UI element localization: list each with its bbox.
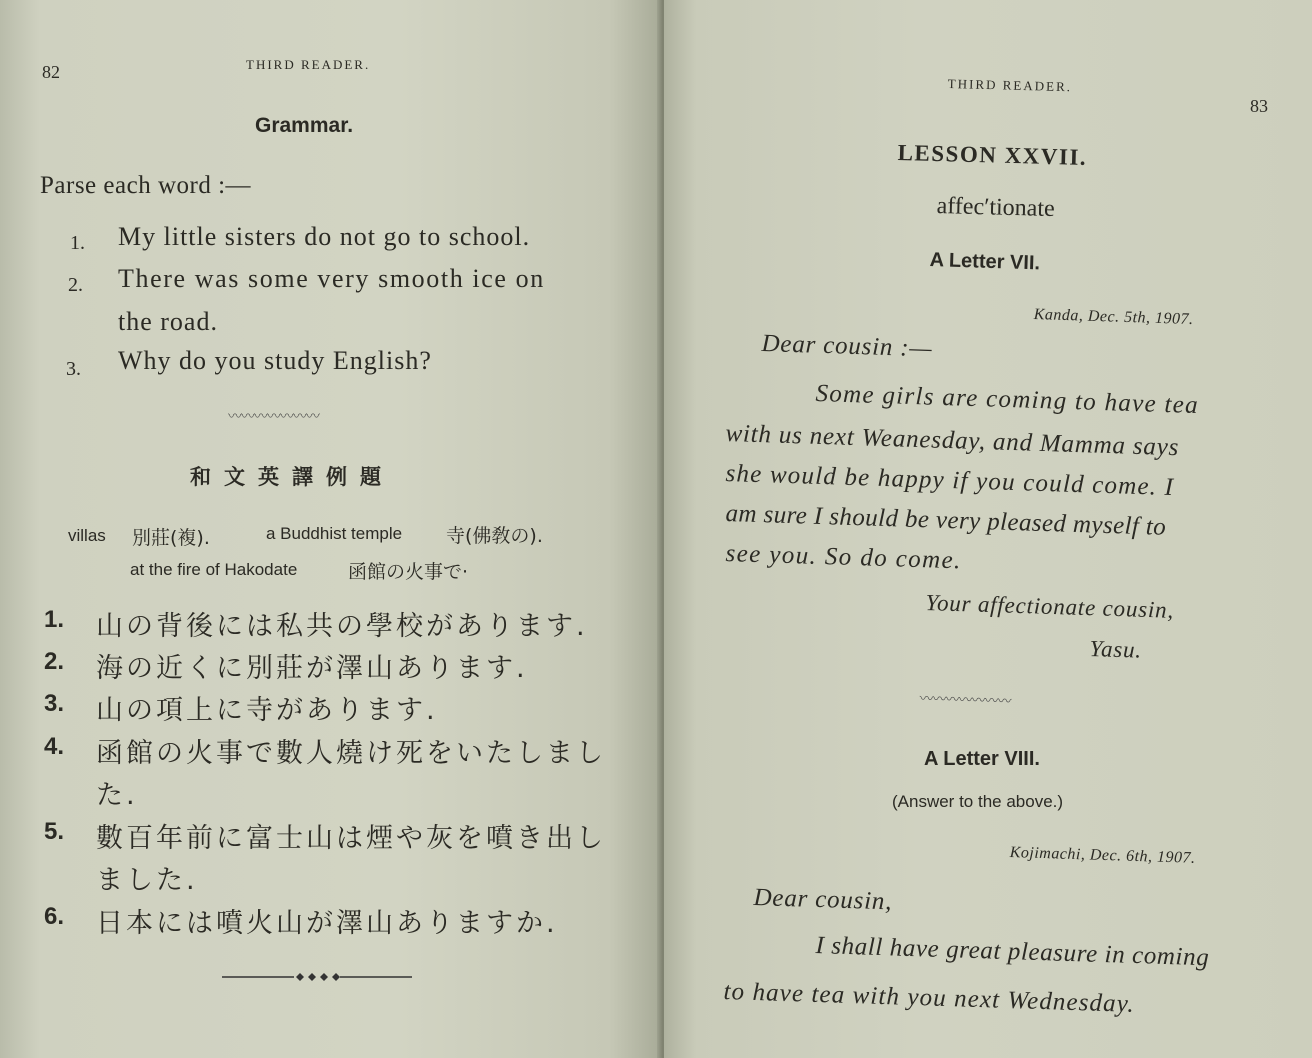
japanese-sentence: 數百年前に富士山は煙や灰を噴き出し xyxy=(96,823,606,854)
page-number-right: 83 xyxy=(1250,96,1268,116)
exercise-text: There was some very smooth ice on xyxy=(118,264,545,293)
exercise-number: 3. xyxy=(66,358,81,380)
exercise-text: My little sisters do not go to school. xyxy=(118,222,531,251)
running-head-right: THIRD READER. xyxy=(947,76,1073,95)
wavy-separator: 〰〰〰〰〰〰〰 xyxy=(919,691,1011,710)
running-head-left: THIRD READER. xyxy=(246,57,371,72)
letter-vii-line: Some girls are coming to have tea xyxy=(815,380,1200,420)
japanese-sentence: ました. xyxy=(96,865,198,896)
glossary-jp: 寺(佛敎の). xyxy=(446,525,543,547)
letter-viii-salutation: Dear cousin, xyxy=(753,884,893,916)
sentence-number: 4. xyxy=(44,733,65,760)
exercise-text: Why do you study English? xyxy=(118,346,432,375)
japanese-sentence: 日本には噴火山が澤山ありますか. xyxy=(96,908,558,939)
letter-vii-line: she would be happy if you could come. I xyxy=(725,460,1175,502)
letter-vii-line: am sure I should be very pleased myself to xyxy=(725,500,1167,541)
japanese-sentence: 山の項上に寺があります. xyxy=(96,695,438,726)
sentence-number: 3. xyxy=(44,690,65,717)
glossary-jp: 別莊(複). xyxy=(132,527,210,549)
exercise-number: 2. xyxy=(68,274,83,296)
letter-vii-line: see you. So do come. xyxy=(725,540,963,575)
letter-vii-heading: A Letter VII. xyxy=(929,249,1041,275)
sentence-number: 2. xyxy=(44,648,65,675)
letter-viii-line: I shall have great pleasure in coming xyxy=(815,932,1210,972)
japanese-heading: 和文英譯例題 xyxy=(190,465,394,489)
japanese-sentence: 山の背後には私共の學校があります. xyxy=(96,611,588,642)
japanese-sentence: 海の近くに別莊が澤山あります. xyxy=(96,653,528,684)
ornament-rule xyxy=(222,970,412,984)
letter-vii-line: with us next Weanesday, and Mamma says xyxy=(725,420,1180,462)
letter-vii-salutation: Dear cousin :— xyxy=(761,330,933,363)
wavy-separator: 〰〰〰〰〰〰〰 xyxy=(228,410,319,425)
letter-vii-closing: Your affectionate cousin, xyxy=(925,590,1175,623)
sentence-number: 1. xyxy=(44,606,65,633)
parse-instruction: Parse each word :— xyxy=(40,172,252,199)
right-page xyxy=(664,0,1312,1058)
glossary-en: a Buddhist temple xyxy=(266,524,403,543)
glossary-en: villas xyxy=(68,526,106,545)
exercise-number: 1. xyxy=(70,232,85,254)
glossary-jp: 函館の火事で· xyxy=(348,561,469,583)
letter-viii-line: to have tea with you next Wednesday. xyxy=(723,978,1136,1018)
letter-viii-date: Kojimachi, Dec. 6th, 1907. xyxy=(1009,844,1196,867)
glossary-en: at the fire of Hakodate xyxy=(130,560,298,579)
sentence-number: 5. xyxy=(44,818,65,845)
page-number-left: 82 xyxy=(42,62,60,82)
letter-vii-date: Kanda, Dec. 5th, 1907. xyxy=(1033,306,1194,329)
japanese-sentence: 函館の火事で數人燒け死をいたしまし xyxy=(96,738,606,769)
letter-viii-heading: A Letter VIII. xyxy=(924,748,1040,770)
japanese-sentence: た. xyxy=(96,780,138,811)
letter-viii-note: (Answer to the above.) xyxy=(892,792,1064,811)
grammar-heading: Grammar. xyxy=(255,114,354,137)
exercise-text: the road. xyxy=(118,307,218,336)
sentence-number: 6. xyxy=(44,903,65,930)
vocabulary-word: affec′tionate xyxy=(936,193,1056,223)
letter-vii-signature: Yasu. xyxy=(1089,636,1143,663)
lesson-title: LESSON XXVII. xyxy=(897,140,1088,170)
